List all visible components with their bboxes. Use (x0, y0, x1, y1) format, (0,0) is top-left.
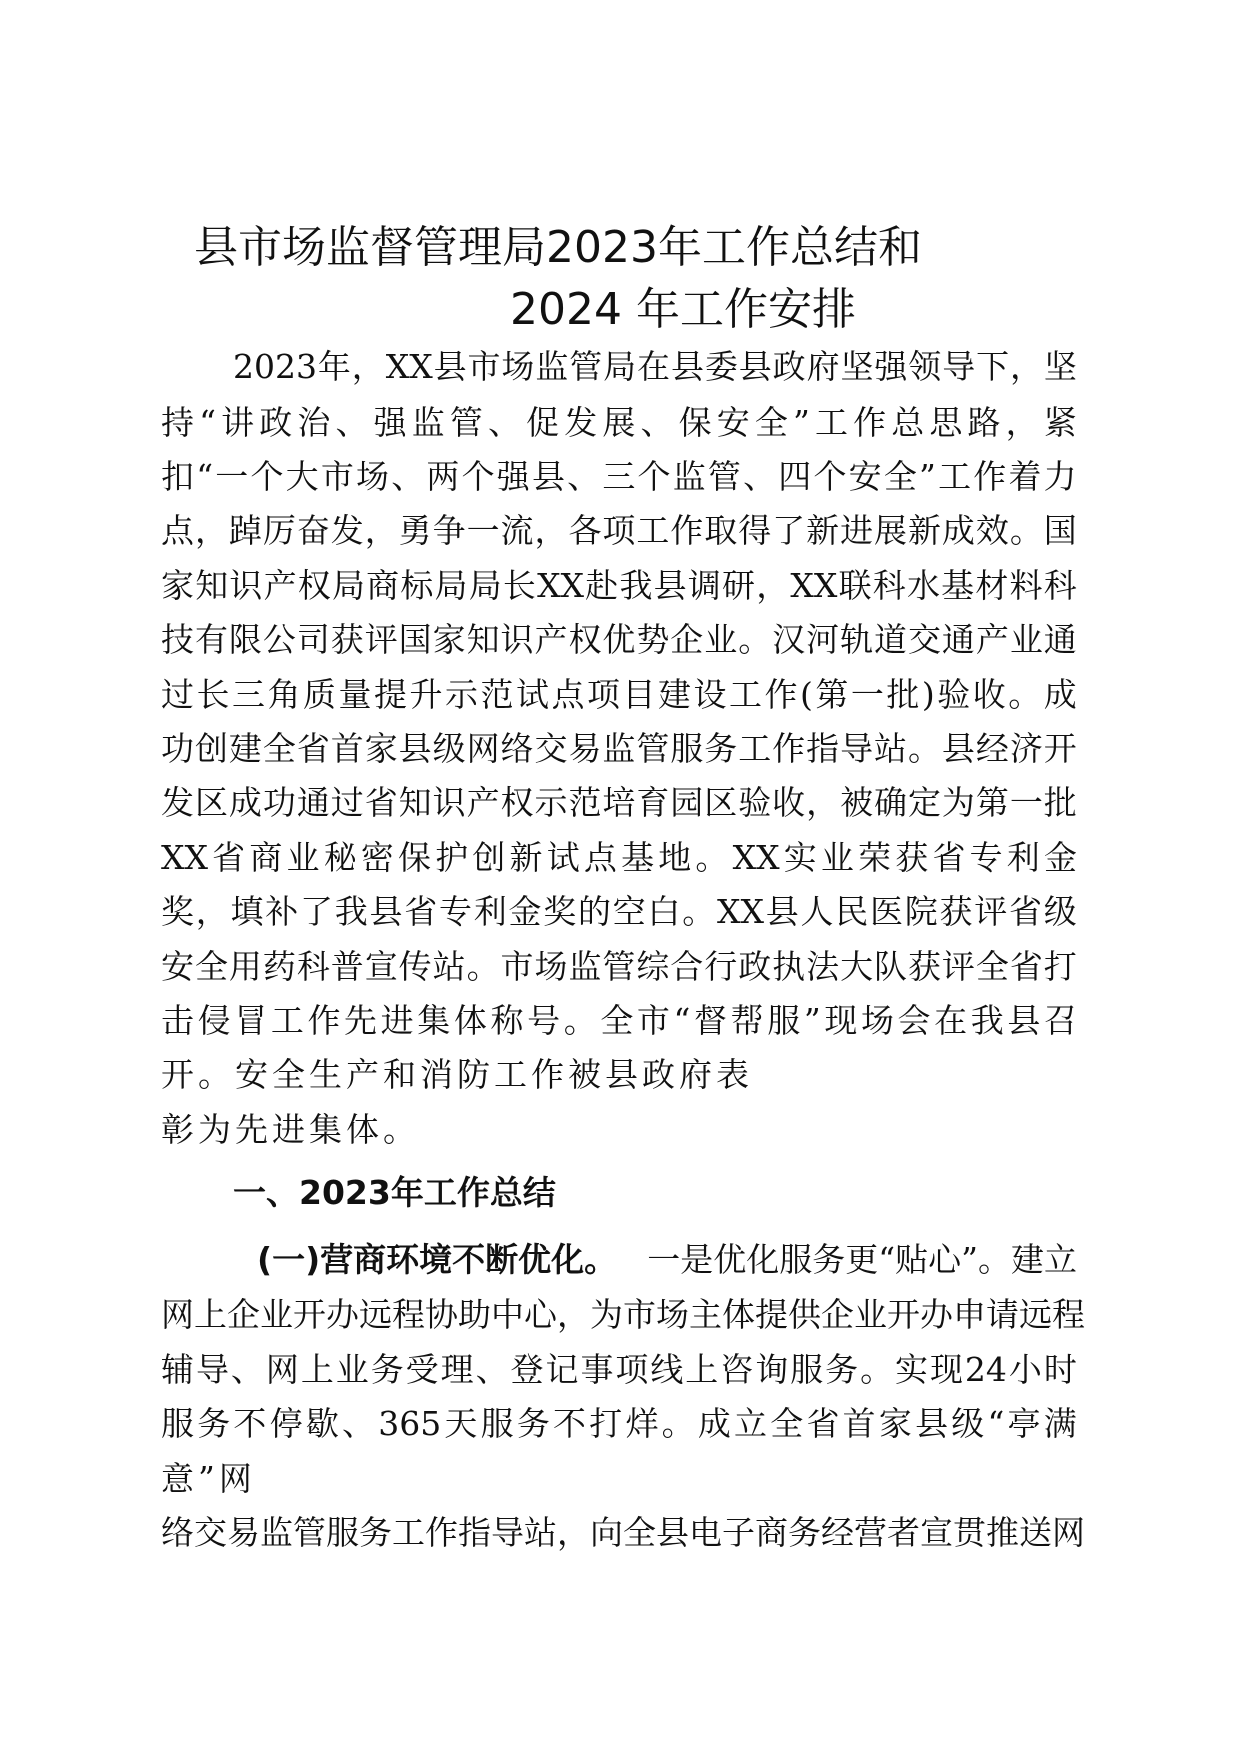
intro-line: 功 创 建 全 省 首 家 县 级 网 络 交 易 监 管 服 务 工 作 指 导 站 。 县 经 济 开 (161, 729, 1077, 768)
intro-line: 家 知 识 产 权 局 商 标 局 局 长 XX 赴 我 县 调 研 ， XX 联 科 水 基 材 料 科 (161, 566, 1077, 605)
intro-line: 开。安全生产和消防工作被县政府表 (161, 1055, 753, 1094)
body-line: 络 交 易 监 管 服 务 工 作 指 导 站 ， 向 全 县 电 子 商 务 经 营 者 宣 贯 推 送 网 (161, 1513, 1085, 1552)
body-line: 辅 导 、 网 上 业 务 受 理 、 登 记 事 项 线 上 咨 询 服 务 。 实 现 24 小 时 (161, 1350, 1077, 1389)
subsection-line (257, 1240, 1077, 1279)
body-line: 意”网 (161, 1459, 256, 1498)
subsection-title: (一)营商环境不断优化。 (257, 1240, 618, 1279)
body-line: 网 上 企 业 开 办 远 程 协 助 中 心 ， 为 市 场 主 体 提 供 企 业 开 办 申 请 远 程 (161, 1295, 1085, 1334)
intro-line: 安 全 用 药 科 普 宣 传 站 。 市 场 监 管 综 合 行 政 执 法 大 队 获 评 全 省 打 (161, 947, 1077, 986)
intro-line: 发 区 成 功 通 过 省 知 识 产 权 示 范 培 育 园 区 验 收 ， 被 确 定 为 第 一 批 (161, 783, 1077, 822)
intro-line: 点 ， 踔 厉 奋 发 ， 勇 争 一 流 ， 各 项 工 作 取 得 了 新 进 展 新 成 效 。 国 (161, 511, 1077, 550)
document-title-line-1: 县市场监督管理局2023年工作总结和 (194, 222, 922, 273)
intro-line: 过 长 三 角 质 量 提 升 示 范 试 点 项 目 建 设 工 作 ( 第 一 批 ) 验 收 。 成 (161, 675, 1077, 714)
intro-line: 技 有 限 公 司 获 评 国 家 知 识 产 权 优 势 企 业 。 汉 河 轨 道 交 通 产 业 通 (161, 620, 1077, 659)
section-heading: 一、2023年工作总结 (233, 1173, 556, 1212)
subsection-text: 一是优化服务更“贴心”。建立 (647, 1240, 1077, 1279)
body-line: 服 务 不 停 歇 、 365 天 服 务 不 打 烊 。 成 立 全 省 首 家 县 级 “ 亭 满 (161, 1404, 1077, 1443)
document-title-line-2: 2024 年工作安排 (510, 284, 856, 335)
intro-line: 持 “ 讲 政 治 、 强 监 管 、 促 发 展 、 保 安 全 ” 工 作 总 思 路 ， 紧 (161, 403, 1077, 442)
intro-line: 2023 年 ， XX 县 市 场 监 管 局 在 县 委 县 政 府 坚 强 领 导 下 ， 坚 (233, 347, 1077, 386)
intro-line: 击 侵 冒 工 作 先 进 集 体 称 号 。 全 市 “ 督 帮 服 ” 现 场 会 在 我 县 召 (161, 1001, 1077, 1040)
intro-line: XX 省 商 业 秘 密 保 护 创 新 试 点 基 地 。 XX 实 业 荣 获 省 专 利 金 (161, 838, 1077, 877)
intro-line: 扣 “ 一 个 大 市 场 、 两 个 强 县 、 三 个 监 管 、 四 个 安 全 ” 工 作 着 力 (161, 457, 1077, 496)
intro-line: 奖 ， 填 补 了 我 县 省 专 利 金 奖 的 空 白 。 XX 县 人 民 医 院 获 评 省 级 (161, 892, 1077, 931)
intro-line: 彰为先进集体。 (161, 1110, 420, 1149)
